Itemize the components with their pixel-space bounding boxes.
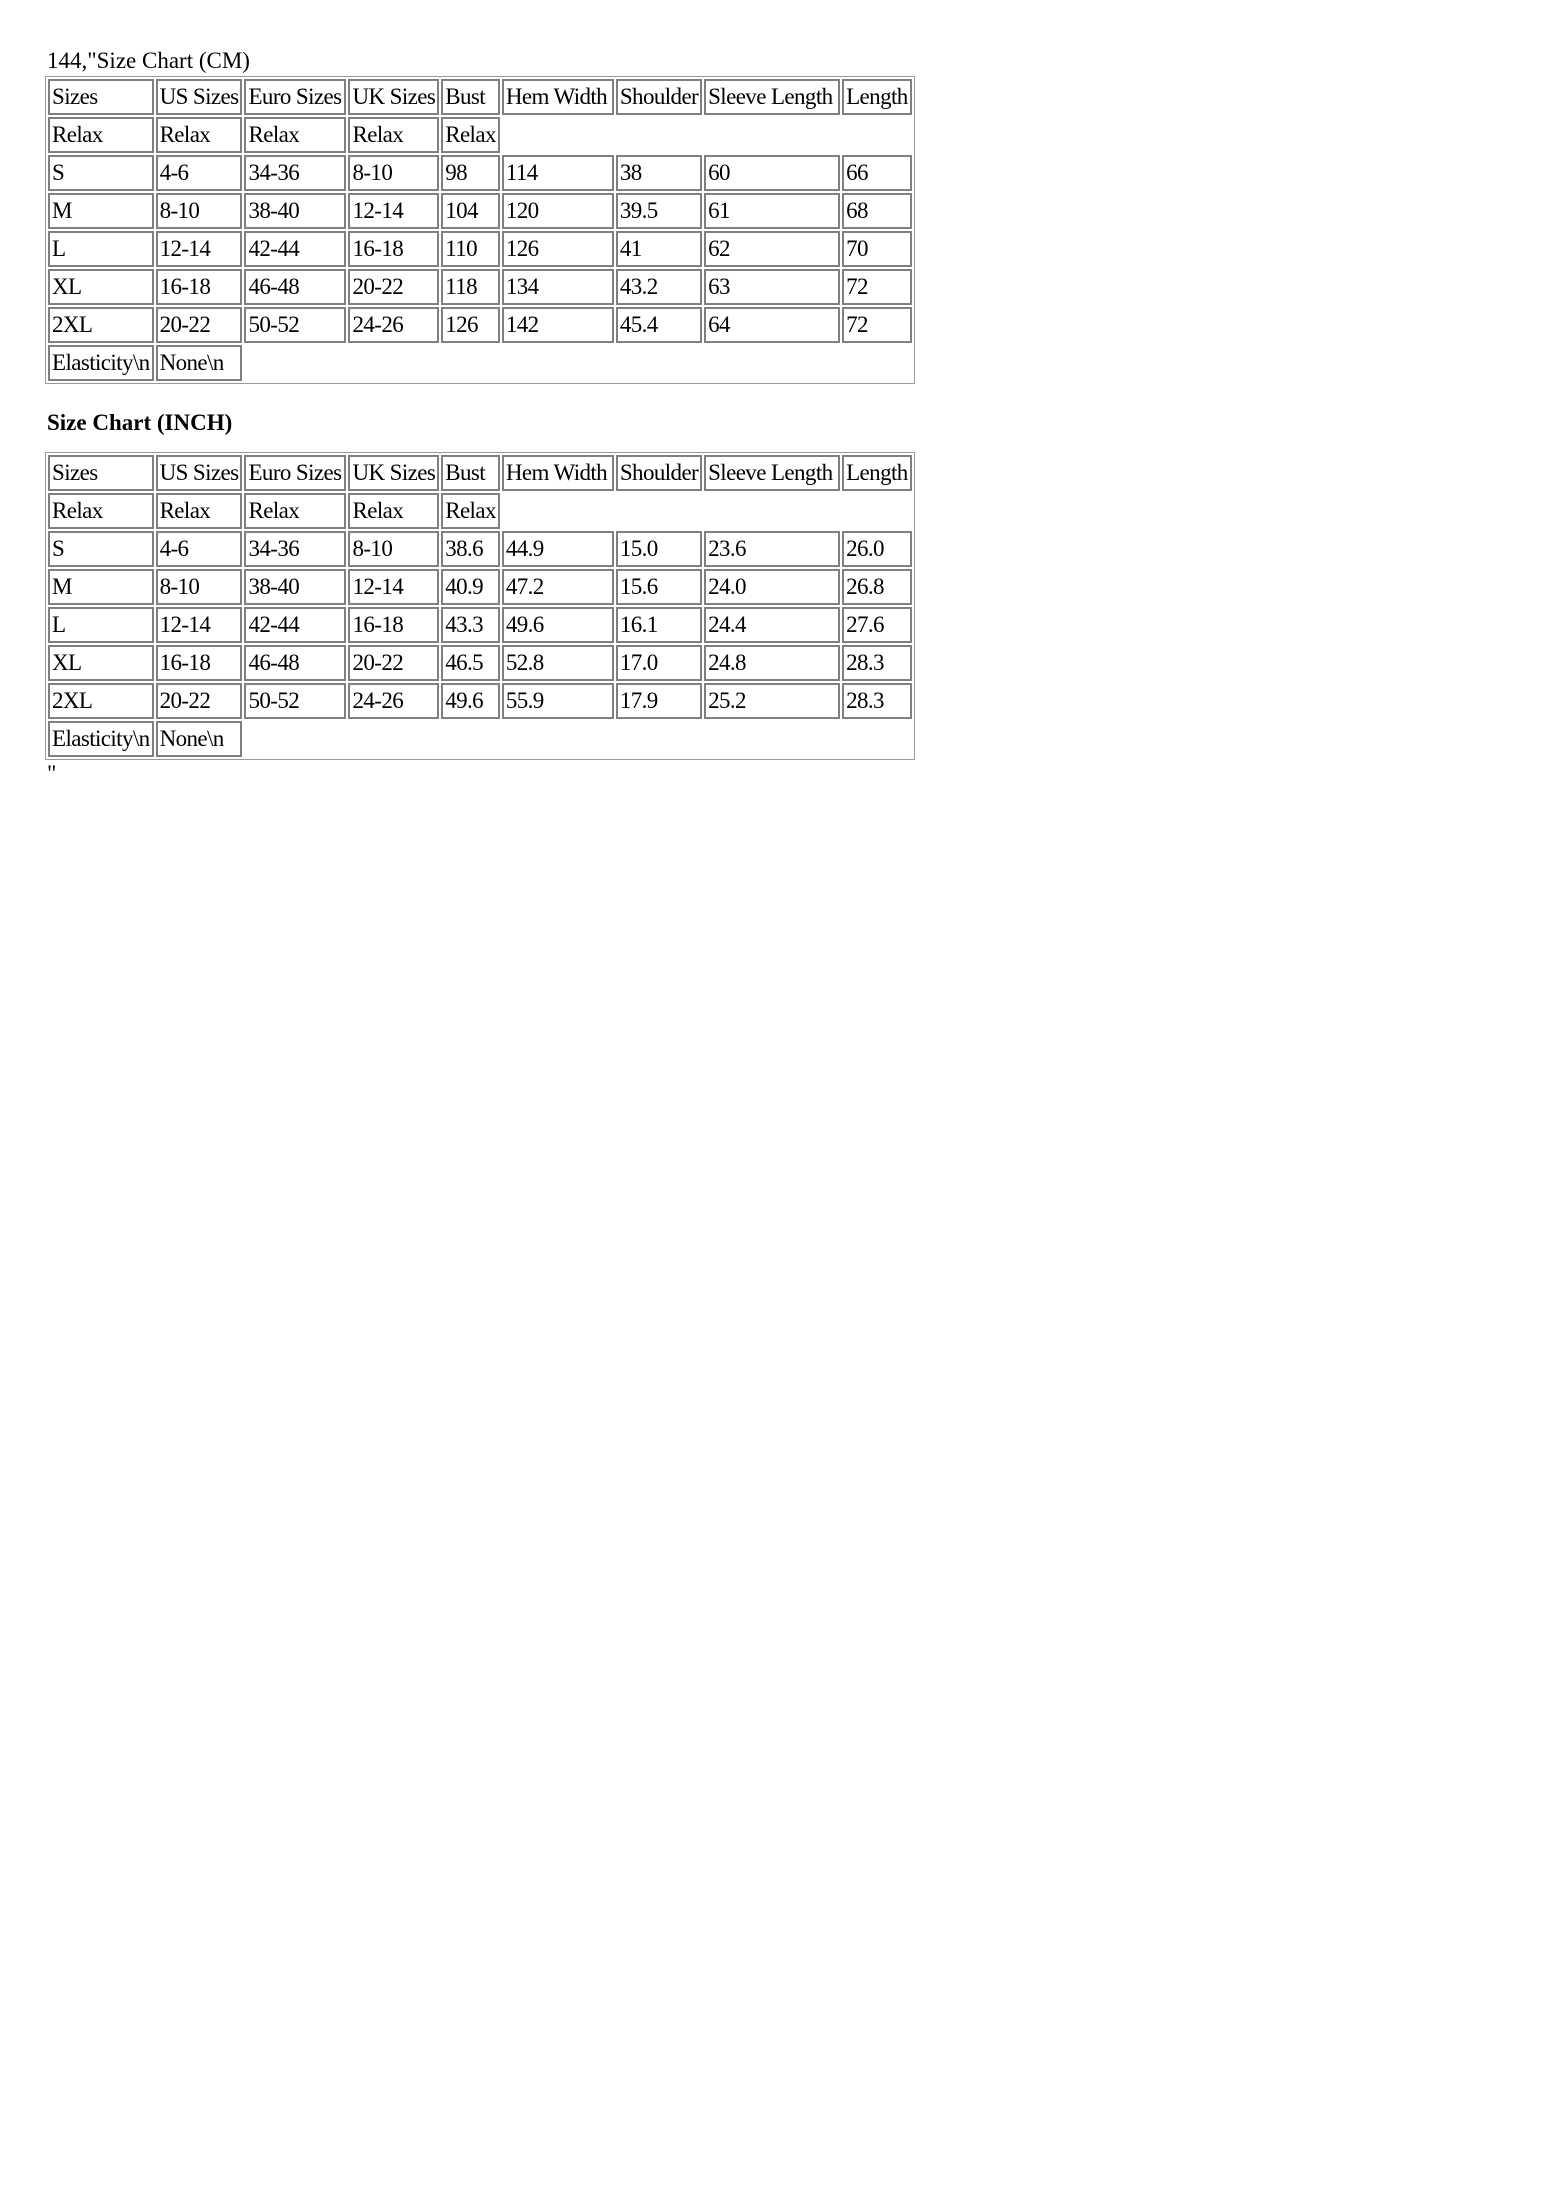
table-cell: 72 (842, 269, 912, 305)
empty-cell (502, 721, 614, 757)
table-cell: 55.9 (502, 683, 614, 719)
table-cell: 15.0 (616, 531, 702, 567)
fit-row (48, 117, 912, 153)
table-cell: 27.6 (842, 607, 912, 643)
empty-cell (704, 493, 840, 529)
empty-cell (616, 721, 702, 757)
empty-cell (244, 345, 346, 381)
table-cell: Relax (156, 117, 243, 153)
table-cell: 46-48 (244, 269, 346, 305)
table-cell: 24-26 (348, 307, 439, 343)
table-cell: Sizes (48, 455, 154, 491)
table-cell: Shoulder (616, 455, 702, 491)
table-cell: M (48, 569, 154, 605)
table-cell: S (48, 155, 154, 191)
empty-cell (616, 345, 702, 381)
table-cell: UK Sizes (348, 79, 439, 115)
table-row (48, 307, 912, 343)
table-cell: 45.4 (616, 307, 702, 343)
cm-chart-title: 144,"Size Chart (CM) (47, 48, 250, 73)
empty-cell (616, 117, 702, 153)
table-cell: 38-40 (244, 193, 346, 229)
table-cell: 4-6 (156, 155, 243, 191)
empty-cell (348, 721, 439, 757)
table-cell: Hem Width (502, 79, 614, 115)
inch-size-table (45, 452, 915, 760)
empty-cell (502, 345, 614, 381)
empty-cell (842, 345, 912, 381)
table-cell: 42-44 (244, 231, 346, 267)
table-cell: 28.3 (842, 645, 912, 681)
table-cell: Sizes (48, 79, 154, 115)
table-cell: Hem Width (502, 455, 614, 491)
table-cell: 20-22 (156, 683, 243, 719)
table-cell: 118 (441, 269, 500, 305)
table-cell: Relax (48, 117, 154, 153)
table-cell: M (48, 193, 154, 229)
table-cell: 63 (704, 269, 840, 305)
table-cell: UK Sizes (348, 455, 439, 491)
table-cell: 12-14 (156, 607, 243, 643)
table-cell: L (48, 231, 154, 267)
table-cell: 16.1 (616, 607, 702, 643)
table-cell: XL (48, 269, 154, 305)
document-page (47, 46, 947, 786)
table-cell: 72 (842, 307, 912, 343)
empty-cell (502, 493, 614, 529)
table-cell: 68 (842, 193, 912, 229)
table-cell: Length (842, 455, 912, 491)
table-cell: XL (48, 645, 154, 681)
table-cell: 20-22 (348, 269, 439, 305)
table-cell: 12-14 (348, 569, 439, 605)
table-cell: 49.6 (502, 607, 614, 643)
table-cell: 24.8 (704, 645, 840, 681)
table-cell: 8-10 (156, 193, 243, 229)
table-cell: 61 (704, 193, 840, 229)
table-cell: 46.5 (441, 645, 500, 681)
table-cell: US Sizes (156, 455, 243, 491)
table-cell: 16-18 (348, 231, 439, 267)
table-row (48, 531, 912, 567)
table-cell: L (48, 607, 154, 643)
table-cell: 60 (704, 155, 840, 191)
table-cell: Sleeve Length (704, 79, 840, 115)
empty-cell (441, 345, 500, 381)
table-cell: Euro Sizes (244, 79, 346, 115)
table-cell: 50-52 (244, 307, 346, 343)
table-cell: 43.3 (441, 607, 500, 643)
table-cell: Euro Sizes (244, 455, 346, 491)
table-row (48, 645, 912, 681)
table-row (48, 231, 912, 267)
table-cell: 8-10 (348, 155, 439, 191)
table-cell: 70 (842, 231, 912, 267)
table-cell: Elasticity\n (48, 721, 154, 757)
table-cell: 38-40 (244, 569, 346, 605)
empty-cell (502, 117, 614, 153)
table-cell: S (48, 531, 154, 567)
closing-quote: " (47, 761, 57, 786)
table-cell: 16-18 (348, 607, 439, 643)
table-cell: Sleeve Length (704, 455, 840, 491)
table-cell: None\n (156, 721, 243, 757)
elasticity-row (48, 721, 912, 757)
table-cell: 23.6 (704, 531, 840, 567)
table-cell: 12-14 (348, 193, 439, 229)
table-cell: Relax (244, 117, 346, 153)
table-cell: 17.9 (616, 683, 702, 719)
table-cell: 8-10 (348, 531, 439, 567)
table-cell: None\n (156, 345, 243, 381)
table-cell: 34-36 (244, 155, 346, 191)
table-cell: Relax (348, 493, 439, 529)
table-cell: 104 (441, 193, 500, 229)
table-cell: 20-22 (348, 645, 439, 681)
empty-cell (348, 345, 439, 381)
table-cell: 47.2 (502, 569, 614, 605)
table-cell: 49.6 (441, 683, 500, 719)
header-row (48, 79, 912, 115)
table-cell: 20-22 (156, 307, 243, 343)
table-cell: 25.2 (704, 683, 840, 719)
table-row (48, 569, 912, 605)
table-cell: Bust (441, 79, 500, 115)
table-cell: 24.0 (704, 569, 840, 605)
header-row (48, 455, 912, 491)
table-cell: 12-14 (156, 231, 243, 267)
table-cell: 114 (502, 155, 614, 191)
table-cell: 134 (502, 269, 614, 305)
table-cell: Relax (244, 493, 346, 529)
table-cell: 120 (502, 193, 614, 229)
empty-cell (441, 721, 500, 757)
empty-cell (842, 721, 912, 757)
empty-cell (842, 117, 912, 153)
inch-chart-title: Size Chart (INCH) (47, 410, 233, 435)
table-cell: 24-26 (348, 683, 439, 719)
table-cell: 41 (616, 231, 702, 267)
table-cell: 42-44 (244, 607, 346, 643)
table-cell: 26.0 (842, 531, 912, 567)
table-cell: Relax (348, 117, 439, 153)
table-cell: 15.6 (616, 569, 702, 605)
empty-cell (244, 721, 346, 757)
table-cell: 126 (441, 307, 500, 343)
table-cell: Relax (441, 117, 500, 153)
table-cell: 98 (441, 155, 500, 191)
elasticity-row (48, 345, 912, 381)
table-row (48, 155, 912, 191)
table-cell: 46-48 (244, 645, 346, 681)
empty-cell (704, 721, 840, 757)
table-cell: 64 (704, 307, 840, 343)
empty-cell (616, 493, 702, 529)
table-cell: 16-18 (156, 269, 243, 305)
table-cell: 62 (704, 231, 840, 267)
table-cell: 24.4 (704, 607, 840, 643)
table-cell: Relax (48, 493, 154, 529)
table-cell: 39.5 (616, 193, 702, 229)
table-cell: 26.8 (842, 569, 912, 605)
table-cell: 142 (502, 307, 614, 343)
empty-cell (704, 345, 840, 381)
table-cell: 16-18 (156, 645, 243, 681)
table-cell: 110 (441, 231, 500, 267)
empty-cell (704, 117, 840, 153)
table-cell: US Sizes (156, 79, 243, 115)
table-cell: Bust (441, 455, 500, 491)
table-row (48, 269, 912, 305)
table-cell: 50-52 (244, 683, 346, 719)
fit-row (48, 493, 912, 529)
cm-size-table (45, 76, 915, 384)
table-cell: 44.9 (502, 531, 614, 567)
table-cell: 66 (842, 155, 912, 191)
table-cell: 126 (502, 231, 614, 267)
table-cell: Relax (441, 493, 500, 529)
table-row (48, 607, 912, 643)
table-cell: 52.8 (502, 645, 614, 681)
table-cell: Shoulder (616, 79, 702, 115)
table-cell: Length (842, 79, 912, 115)
table-row (48, 683, 912, 719)
table-cell: 2XL (48, 307, 154, 343)
table-cell: 4-6 (156, 531, 243, 567)
empty-cell (842, 493, 912, 529)
table-row (48, 193, 912, 229)
table-cell: 17.0 (616, 645, 702, 681)
table-cell: Elasticity\n (48, 345, 154, 381)
table-cell: 8-10 (156, 569, 243, 605)
table-cell: 38 (616, 155, 702, 191)
table-cell: 28.3 (842, 683, 912, 719)
table-cell: 38.6 (441, 531, 500, 567)
table-cell: 43.2 (616, 269, 702, 305)
table-cell: Relax (156, 493, 243, 529)
table-cell: 34-36 (244, 531, 346, 567)
table-cell: 2XL (48, 683, 154, 719)
table-cell: 40.9 (441, 569, 500, 605)
